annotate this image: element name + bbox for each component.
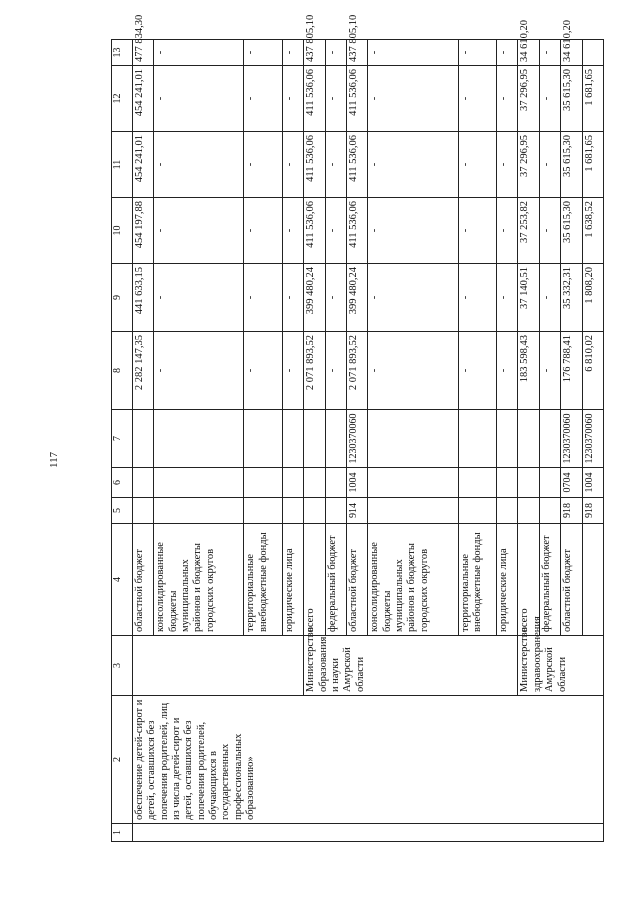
budget-code [244, 410, 283, 468]
amount: 6 810,02 [582, 332, 603, 410]
funding-source: всего [518, 524, 539, 636]
amount: - [497, 264, 518, 332]
amount: - [539, 40, 560, 66]
amount: 411 536,06 [347, 66, 368, 132]
amount: - [539, 132, 560, 198]
amount: 441 633,15 [132, 264, 153, 332]
amount: - [497, 66, 518, 132]
budget-code: 1230370060 [582, 410, 603, 468]
budget-code: 918 [561, 498, 582, 524]
amount: 399 480,24 [347, 264, 368, 332]
budget-code [368, 498, 458, 524]
budget-code [154, 410, 244, 468]
budget-code [325, 468, 346, 498]
header-row [112, 40, 133, 842]
budget-code [325, 498, 346, 524]
amount: 437 805,10 [304, 40, 325, 66]
amount: 411 536,06 [347, 198, 368, 264]
col-6: 6 [112, 468, 133, 498]
amount: - [458, 132, 497, 198]
budget-code [368, 410, 458, 468]
amount: 1 681,65 [582, 66, 603, 132]
amount: 35 615,30 [561, 132, 582, 198]
col-5: 5 [112, 498, 133, 524]
amount: 2 071 893,52 [304, 332, 325, 410]
budget-code [497, 498, 518, 524]
amount: - [497, 40, 518, 66]
funding-source: юридические лица [497, 524, 518, 636]
col-7: 7 [112, 410, 133, 468]
budget-code [458, 468, 497, 498]
funding-source: областной бюджет [132, 524, 153, 636]
amount: 176 788,41 [561, 332, 582, 410]
amount: - [244, 332, 283, 410]
amount: - [458, 198, 497, 264]
amount: - [154, 332, 244, 410]
budget-code [282, 410, 303, 468]
amount: 37 253,82 [518, 198, 539, 264]
budget-code [497, 410, 518, 468]
amount: - [154, 40, 244, 66]
amount: - [325, 132, 346, 198]
amount: 477 834,30 [132, 40, 153, 66]
amount: 34 610,20 [518, 40, 539, 66]
budget-code [282, 468, 303, 498]
amount: 35 615,30 [561, 66, 582, 132]
budget-code [304, 468, 325, 498]
amount: - [539, 198, 560, 264]
col-13: 13 [112, 40, 133, 66]
amount: - [282, 66, 303, 132]
col-1: 1 [112, 824, 133, 842]
amount: 34 610,20 [561, 40, 582, 66]
budget-table-rotated [111, 14, 604, 842]
amount: - [539, 332, 560, 410]
amount: 411 536,06 [304, 198, 325, 264]
program-description: обеспечение детей-сирот и детей, оставшихся без попечения родителей, лиц из числа детей-сирот и детей, оставшихся без попечения родителей, обучающихся в государственных профессиональных образованию» [132, 696, 603, 824]
col-12: 12 [112, 66, 133, 132]
col1-empty-cell [132, 824, 603, 842]
amount: 1 681,65 [582, 132, 603, 198]
executor-cell [132, 636, 303, 696]
budget-code [132, 498, 153, 524]
amount: - [368, 198, 458, 264]
amount: - [368, 66, 458, 132]
amount: - [497, 198, 518, 264]
amount: 454 197,88 [132, 198, 153, 264]
budget-code: 1230370060 [347, 410, 368, 468]
budget-code [368, 468, 458, 498]
budget-code [518, 498, 539, 524]
budget-code [325, 410, 346, 468]
amount: - [458, 332, 497, 410]
budget-code [458, 410, 497, 468]
amount: 411 536,06 [304, 66, 325, 132]
budget-code [458, 498, 497, 524]
amount: - [368, 264, 458, 332]
funding-source: всего [304, 524, 325, 636]
executor-cell: Министерство здравоохранения Амурской области [518, 636, 604, 696]
amount: 35 615,30 [561, 198, 582, 264]
amount: - [325, 66, 346, 132]
amount: 37 296,95 [518, 66, 539, 132]
amount: - [154, 264, 244, 332]
amount: - [244, 198, 283, 264]
executor-cell: Министерство образования и науки Амурской области [304, 636, 518, 696]
table-row [132, 40, 153, 842]
amount: - [325, 264, 346, 332]
budget-code: 0704 [561, 468, 582, 498]
amount [582, 40, 603, 66]
amount: - [458, 40, 497, 66]
col-8: 8 [112, 332, 133, 410]
amount: - [154, 66, 244, 132]
budget-code [154, 468, 244, 498]
amount: 2 071 893,52 [347, 332, 368, 410]
amount: - [497, 132, 518, 198]
budget-code [304, 410, 325, 468]
amount: 437 805,10 [347, 40, 368, 66]
amount: - [282, 198, 303, 264]
budget-table [111, 14, 604, 842]
col-4: 4 [112, 524, 133, 636]
budget-code [518, 410, 539, 468]
amount: - [154, 198, 244, 264]
budget-code [497, 468, 518, 498]
amount: - [244, 264, 283, 332]
amount: - [244, 132, 283, 198]
col-2: 2 [112, 696, 133, 824]
budget-code [539, 468, 560, 498]
funding-source: областной бюджет [561, 524, 582, 636]
budget-code: 1230370060 [561, 410, 582, 468]
amount: - [282, 40, 303, 66]
amount: - [368, 132, 458, 198]
page-number: 117 [48, 451, 60, 468]
budget-code [518, 468, 539, 498]
funding-source: областной бюджет [347, 524, 368, 636]
funding-source: консолидированные бюджеты муниципальных районов и бюджеты городских округов [368, 524, 458, 636]
amount: - [282, 264, 303, 332]
funding-source: федеральный бюджет [325, 524, 346, 636]
amount: - [458, 264, 497, 332]
budget-code [244, 498, 283, 524]
amount: 411 536,06 [304, 132, 325, 198]
col-11: 11 [112, 132, 133, 198]
col-9: 9 [112, 264, 133, 332]
amount: - [282, 132, 303, 198]
budget-code [132, 468, 153, 498]
budget-code [154, 498, 244, 524]
budget-code: 914 [347, 498, 368, 524]
budget-code [304, 498, 325, 524]
amount: - [325, 198, 346, 264]
amount: 2 282 147,35 [132, 332, 153, 410]
amount: - [282, 332, 303, 410]
amount: 1 808,20 [582, 264, 603, 332]
amount: 183 598,43 [518, 332, 539, 410]
funding-source: федеральный бюджет [539, 524, 560, 636]
budget-code [282, 498, 303, 524]
amount: 411 536,06 [347, 132, 368, 198]
amount: 35 332,31 [561, 264, 582, 332]
amount: 454 241,01 [132, 66, 153, 132]
funding-source [582, 524, 603, 636]
amount: 454 241,01 [132, 132, 153, 198]
col-3: 3 [112, 636, 133, 696]
amount: - [368, 40, 458, 66]
funding-source: юридические лица [282, 524, 303, 636]
funding-source: территориальные внебюджетные фонды [458, 524, 497, 636]
amount: - [497, 332, 518, 410]
amount: 399 480,24 [304, 264, 325, 332]
amount: - [325, 40, 346, 66]
amount: - [539, 264, 560, 332]
amount: - [325, 332, 346, 410]
budget-code [132, 410, 153, 468]
amount: - [244, 40, 283, 66]
budget-code [539, 410, 560, 468]
amount: 1 638,52 [582, 198, 603, 264]
col-10: 10 [112, 198, 133, 264]
budget-code [244, 468, 283, 498]
funding-source: консолидированные бюджеты муниципальных районов и бюджеты городских округов [154, 524, 244, 636]
amount: - [458, 66, 497, 132]
budget-code: 1004 [582, 468, 603, 498]
funding-source: территориальные внебюджетные фонды [244, 524, 283, 636]
amount: 37 296,95 [518, 132, 539, 198]
budget-code [539, 498, 560, 524]
amount: - [368, 332, 458, 410]
budget-code: 918 [582, 498, 603, 524]
amount: - [154, 132, 244, 198]
budget-code: 1004 [347, 468, 368, 498]
table-body [132, 14, 603, 842]
amount: - [244, 66, 283, 132]
amount: 37 140,51 [518, 264, 539, 332]
amount: - [539, 66, 560, 132]
